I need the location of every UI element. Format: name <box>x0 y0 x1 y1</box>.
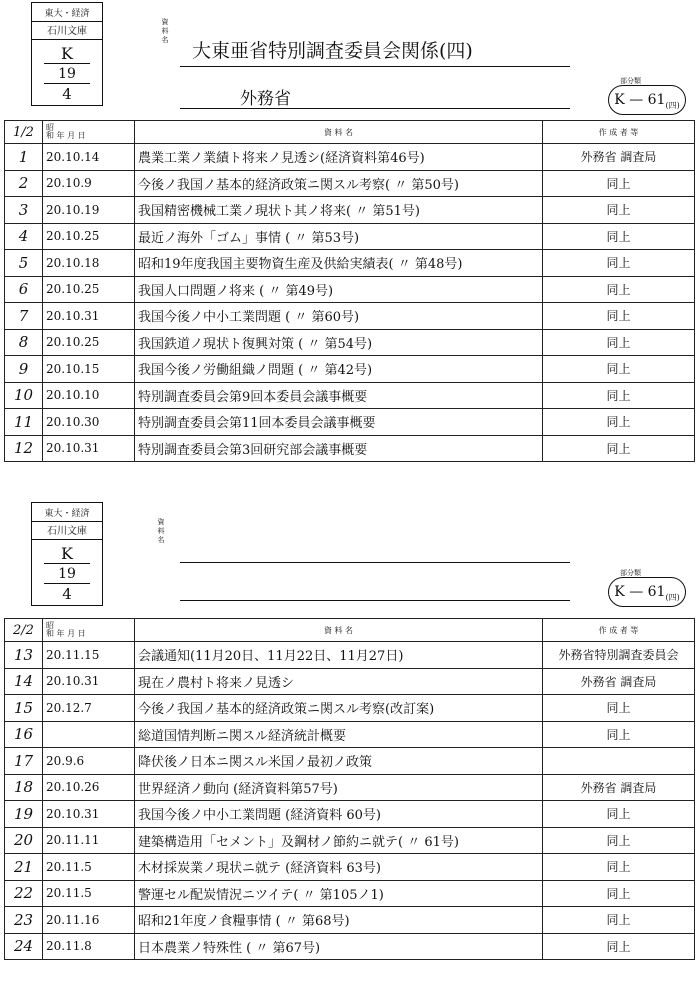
classification-oval <box>608 85 686 115</box>
row-author: 同上 <box>543 223 695 250</box>
row-title: 我国今後ノ中小工業問題 ( 〃 第60号) <box>135 303 543 330</box>
row-number: 12 <box>5 435 43 462</box>
row-number: 11 <box>5 409 43 436</box>
row-number: 3 <box>5 197 43 224</box>
stamp-num2: 4 <box>62 85 72 103</box>
row-date: 20.10.15 <box>43 356 135 383</box>
row-author: 外務省特別調査委員会 <box>543 642 695 669</box>
date-header: 昭 和 年 月 日 <box>43 619 135 642</box>
title-underline <box>180 562 570 563</box>
classification-code: K — 61 <box>614 92 666 108</box>
row-date: 20.11.11 <box>43 827 135 854</box>
row-date: 20.10.31 <box>43 435 135 462</box>
table-row <box>5 382 695 409</box>
title-header: 資 料 名 <box>135 619 543 642</box>
row-number: 16 <box>5 721 43 748</box>
row-author: 同上 <box>543 907 695 934</box>
row-date: 20.10.25 <box>43 329 135 356</box>
document-subtitle: 外務省 <box>240 89 291 109</box>
row-date: 20.10.31 <box>43 801 135 828</box>
stamp-org: 東大・経済 <box>32 7 102 22</box>
row-title: 我国今後ノ中小工業問題 (経済資料 60号) <box>135 801 543 828</box>
table-row <box>5 801 695 828</box>
row-title: 我国鉄道ノ現状ト復興対策 ( 〃 第54号) <box>135 329 543 356</box>
row-date: 20.11.8 <box>43 933 135 960</box>
row-date: 20.11.5 <box>43 854 135 881</box>
row-date: 20.10.19 <box>43 197 135 224</box>
material-label: 資 料 名 <box>157 518 165 544</box>
table-row <box>5 435 695 462</box>
row-author: 同上 <box>543 276 695 303</box>
date-header: 昭 和 年 月 日 <box>43 121 135 144</box>
collection-stamp <box>31 502 103 606</box>
row-author: 同上 <box>543 435 695 462</box>
classification-mark <box>600 76 690 116</box>
row-date: 20.10.10 <box>43 382 135 409</box>
row-author: 同上 <box>543 854 695 881</box>
table-row <box>5 721 695 748</box>
row-title: 我国人口問題ノ将来 ( 〃 第49号) <box>135 276 543 303</box>
row-title: 昭和19年度我国主要物資生産及供給実績表( 〃 第48号) <box>135 250 543 277</box>
table-row <box>5 880 695 907</box>
row-number: 19 <box>5 801 43 828</box>
table-row <box>5 144 695 171</box>
row-author: 同上 <box>543 801 695 828</box>
row-date: 20.11.5 <box>43 880 135 907</box>
row-number: 15 <box>5 695 43 722</box>
row-number: 9 <box>5 356 43 383</box>
table-row <box>5 668 695 695</box>
row-date: 20.10.31 <box>43 303 135 330</box>
row-number: 10 <box>5 382 43 409</box>
subtitle-underline <box>180 108 570 109</box>
classification-sub: (四) <box>665 100 680 110</box>
row-author: 外務省 調査局 <box>543 668 695 695</box>
row-title: 日本農業ノ特殊性 ( 〃 第67号) <box>135 933 543 960</box>
row-number: 23 <box>5 907 43 934</box>
stamp-num1: 19 <box>44 65 90 84</box>
stamp-mark: K <box>44 45 90 64</box>
stamp-mark: K <box>44 545 90 564</box>
table-header <box>5 619 695 642</box>
table-row <box>5 827 695 854</box>
row-title: 我国今後ノ労働組織ノ問題 ( 〃 第42号) <box>135 356 543 383</box>
row-title: 総道国情判断ニ関スル経済統計概要 <box>135 721 543 748</box>
row-author: 同上 <box>543 303 695 330</box>
row-author: 同上 <box>543 409 695 436</box>
row-number: 20 <box>5 827 43 854</box>
row-author: 同上 <box>543 197 695 224</box>
table-row <box>5 356 695 383</box>
classification-caption: 部分類 <box>620 77 641 85</box>
row-author: 外務省 調査局 <box>543 774 695 801</box>
table-row <box>5 197 695 224</box>
row-title: 今後ノ我国ノ基本的経済政策ニ関スル考察(改訂案) <box>135 695 543 722</box>
table-row <box>5 223 695 250</box>
row-author: 外務省 調査局 <box>543 144 695 171</box>
row-title: 特別調査委員会第9回本委員会議事概要 <box>135 382 543 409</box>
stamp-org: 東大・経済 <box>32 507 102 522</box>
row-number: 7 <box>5 303 43 330</box>
row-author: 同上 <box>543 250 695 277</box>
table-row <box>5 170 695 197</box>
classification-caption: 部分類 <box>620 569 641 577</box>
row-number: 22 <box>5 880 43 907</box>
row-author: 同上 <box>543 721 695 748</box>
row-number: 14 <box>5 668 43 695</box>
material-label: 資 料 名 <box>161 18 169 44</box>
row-author: 同上 <box>543 329 695 356</box>
row-date: 20.12.7 <box>43 695 135 722</box>
table-header <box>5 121 695 144</box>
row-date: 20.11.15 <box>43 642 135 669</box>
table-row <box>5 276 695 303</box>
row-author: 同上 <box>543 170 695 197</box>
stamp-collection: 石川文庫 <box>32 25 102 40</box>
title-underline <box>180 66 570 67</box>
row-number: 1 <box>5 144 43 171</box>
row-date: 20.10.25 <box>43 276 135 303</box>
row-date: 20.10.26 <box>43 774 135 801</box>
row-date: 20.10.30 <box>43 409 135 436</box>
row-number: 4 <box>5 223 43 250</box>
row-author <box>543 748 695 775</box>
row-author: 同上 <box>543 382 695 409</box>
document-list-table-2 <box>4 618 695 960</box>
table-row <box>5 329 695 356</box>
row-title: 最近ノ海外「ゴム」事情 ( 〃 第53号) <box>135 223 543 250</box>
row-title: 今後ノ我国ノ基本的経済政策ニ関スル考察( 〃 第50号) <box>135 170 543 197</box>
row-date: 20.10.14 <box>43 144 135 171</box>
row-number: 6 <box>5 276 43 303</box>
row-number: 24 <box>5 933 43 960</box>
row-author: 同上 <box>543 880 695 907</box>
row-title: 現在ノ農村ト将来ノ見透シ <box>135 668 543 695</box>
stamp-num1: 19 <box>44 565 90 584</box>
table-row <box>5 774 695 801</box>
row-title: 警運セル配炭情況ニツイテ( 〃 第105ノ1) <box>135 880 543 907</box>
row-title: 我国精密機械工業ノ現状ト其ノ将来( 〃 第51号) <box>135 197 543 224</box>
row-date: 20.11.16 <box>43 907 135 934</box>
classification-sub: (四) <box>665 592 680 602</box>
subtitle-underline <box>180 600 570 601</box>
row-date: 20.9.6 <box>43 748 135 775</box>
classification-mark <box>600 568 690 608</box>
stamp-collection: 石川文庫 <box>32 525 102 540</box>
page-marker: 2/2 <box>5 619 43 642</box>
row-title: 昭和21年度ノ食糧事情 ( 〃 第68号) <box>135 907 543 934</box>
stamp-num2: 4 <box>62 585 72 603</box>
row-title: 特別調査委員会第3回研究部会議事概要 <box>135 435 543 462</box>
row-author: 同上 <box>543 933 695 960</box>
row-number: 8 <box>5 329 43 356</box>
row-title: 降伏後ノ日本ニ関スル米国ノ最初ノ政策 <box>135 748 543 775</box>
row-date: 20.10.31 <box>43 668 135 695</box>
row-number: 5 <box>5 250 43 277</box>
document-title: 大東亜省特別調査委員会関係(四) <box>192 40 473 62</box>
page-marker: 1/2 <box>5 121 43 144</box>
author-header: 作 成 者 等 <box>543 619 695 642</box>
table-row <box>5 409 695 436</box>
author-header: 作 成 者 等 <box>543 121 695 144</box>
row-title: 会議通知(11月20日、11月22日、11月27日) <box>135 642 543 669</box>
row-date: 20.10.9 <box>43 170 135 197</box>
table-row <box>5 907 695 934</box>
row-title: 農業工業ノ業績ト将来ノ見透シ(経済資料第46号) <box>135 144 543 171</box>
row-date: 20.10.25 <box>43 223 135 250</box>
table-row <box>5 854 695 881</box>
table-row <box>5 303 695 330</box>
row-date: 20.10.18 <box>43 250 135 277</box>
row-author: 同上 <box>543 827 695 854</box>
table-row <box>5 695 695 722</box>
row-author: 同上 <box>543 695 695 722</box>
row-number: 17 <box>5 748 43 775</box>
table-row <box>5 642 695 669</box>
classification-code: K — 61 <box>614 584 666 600</box>
classification-oval <box>608 577 686 607</box>
row-number: 18 <box>5 774 43 801</box>
row-title: 建築構造用「セメント」及鋼材ノ節約ニ就テ( 〃 61号) <box>135 827 543 854</box>
table-row <box>5 250 695 277</box>
collection-stamp <box>31 2 103 106</box>
row-date <box>43 721 135 748</box>
row-number: 13 <box>5 642 43 669</box>
row-title: 木材採炭業ノ現状ニ就テ (経済資料 63号) <box>135 854 543 881</box>
table-row <box>5 933 695 960</box>
row-author: 同上 <box>543 356 695 383</box>
row-title: 世界経済ノ動向 (経済資料第57号) <box>135 774 543 801</box>
row-number: 2 <box>5 170 43 197</box>
title-header: 資 料 名 <box>135 121 543 144</box>
row-number: 21 <box>5 854 43 881</box>
document-list-table-1 <box>4 120 695 462</box>
table-row <box>5 748 695 775</box>
row-title: 特別調査委員会第11回本委員会議事概要 <box>135 409 543 436</box>
